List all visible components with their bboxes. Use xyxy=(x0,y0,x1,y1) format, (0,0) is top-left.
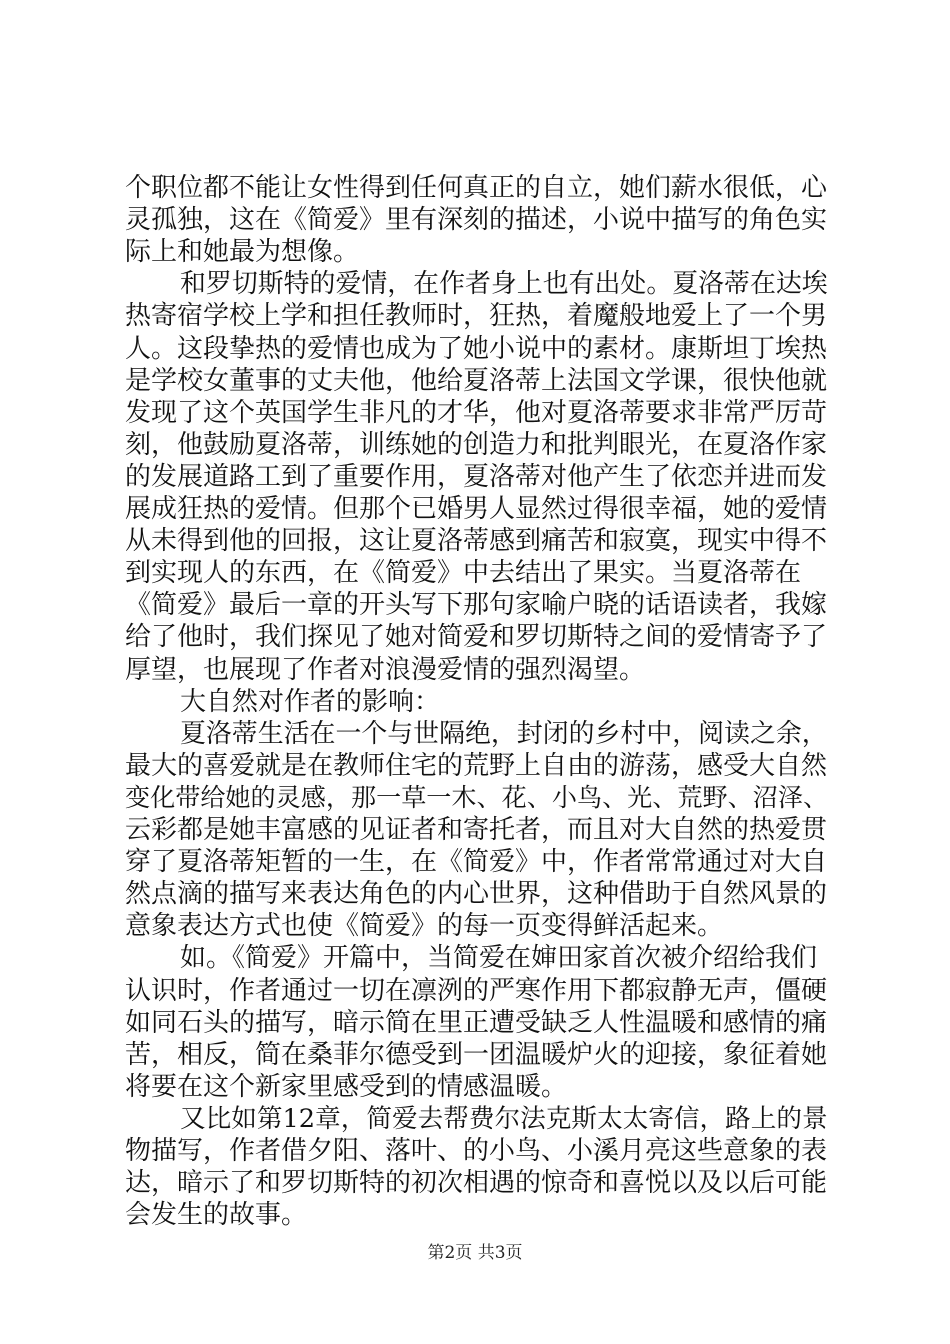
text-line: 达，暗示了和罗切斯特的初次相遇的惊奇和喜悦以及以后可能 xyxy=(125,1168,828,1199)
text-line: 云彩都是她丰富感的见证者和寄托者，而且对大自然的热爱贯 xyxy=(125,815,828,845)
text-line: 发现了这个英国学生非凡的才华，他对夏洛蒂要求非常严厉苛 xyxy=(125,397,828,428)
text-line: 厚望，也展现了作者对浪漫爱情的强烈渴望。 xyxy=(125,654,646,685)
text-line: 是学校女董事的丈夫他，他给夏洛蒂上法国文学课，很快他就 xyxy=(125,365,828,396)
text-line: 苦，相反，简在桑菲尔德受到一团温暖炉火的迎接，象征着她 xyxy=(125,1039,828,1070)
text-line: 和罗切斯特的爱情，在作者身上也有出处。夏洛蒂在达埃 xyxy=(180,269,828,300)
text-line: 的发展道路工到了重要作用，夏洛蒂对他产生了依恋并进而发 xyxy=(125,461,828,492)
text-line: 给了他时，我们探见了她对简爱和罗切斯特之间的爱情寄予了 xyxy=(125,622,828,653)
text-line: 刻，他鼓励夏洛蒂，训练她的创造力和批判眼光，在夏洛作家 xyxy=(125,429,828,460)
text-line: 从未得到他的回报，这让夏洛蒂感到痛苦和寂寞，现实中得不 xyxy=(125,526,828,557)
text-line: 然点滴的描写来表达角色的内心世界，这种借助于自然风景的 xyxy=(125,879,828,910)
text-line: 个职位都不能让女性得到任何真正的自立，她们薪水很低，心 xyxy=(125,173,828,203)
text-line: 展成狂热的爱情。但那个已婚男人显然过得很幸福，她的爱情 xyxy=(125,494,828,524)
text-line: 夏洛蒂生活在一个与世隔绝，封闭的乡村中，阅读之余， xyxy=(180,718,828,749)
text-line: 将要在这个新家里感受到的情感温暖。 xyxy=(125,1071,568,1102)
text-line: 会发生的故事。 xyxy=(125,1200,308,1231)
text-line: 又比如第12章，简爱去帮费尔法克斯太太寄信，路上的景 xyxy=(180,1103,828,1134)
page-footer xyxy=(0,1242,950,1264)
section-heading: 大自然对作者的影响： xyxy=(180,686,441,717)
text-line: 《简爱》最后一章的开头写下那句家喻户晓的话语读者，我嫁 xyxy=(125,590,828,621)
text-line: 如同石头的描写，暗示简在里正遭受缺乏人性温暖和感情的痛 xyxy=(125,1007,828,1038)
text-line: 热寄宿学校上学和担任教师时，狂热，着魔般地爱上了一个男 xyxy=(125,301,828,332)
text-line: 变化带给她的灵感，那一草一木、花、小鸟、光、荒野、沼泽、 xyxy=(125,782,829,812)
text-line: 际上和她最为想像。 xyxy=(125,237,360,268)
text-line: 意象表达方式也使《简爱》的每一页变得鲜活起来。 xyxy=(125,911,724,942)
text-line: 物描写，作者借夕阳、落叶、的小鸟、小溪月亮这些意象的表 xyxy=(125,1136,828,1166)
text-line: 灵孤独，这在《简爱》里有深刻的描述，小说中描写的角色实 xyxy=(125,205,828,236)
text-line: 认识时，作者通过一切在凛洌的严寒作用下都寂静无声，僵硬 xyxy=(125,975,828,1006)
text-line: 穿了夏洛蒂矩暂的一生，在《简爱》中，作者常常通过对大自 xyxy=(125,847,828,878)
text-line: 人。这段挚热的爱情也成为了她小说中的素材。康斯坦丁埃热 xyxy=(125,333,828,364)
text-line: 最大的喜爱就是在教师住宅的荒野上自由的游荡，感受大自然 xyxy=(125,750,828,781)
page-number: 第2页 共3页 xyxy=(427,1243,523,1263)
text-line: 如。《简爱》开篇中，当简爱在婶田家首次被介绍给我们 xyxy=(180,943,818,974)
text-line: 到实现人的东西，在《简爱》中去结出了果实。当夏洛蒂在 xyxy=(125,558,802,589)
